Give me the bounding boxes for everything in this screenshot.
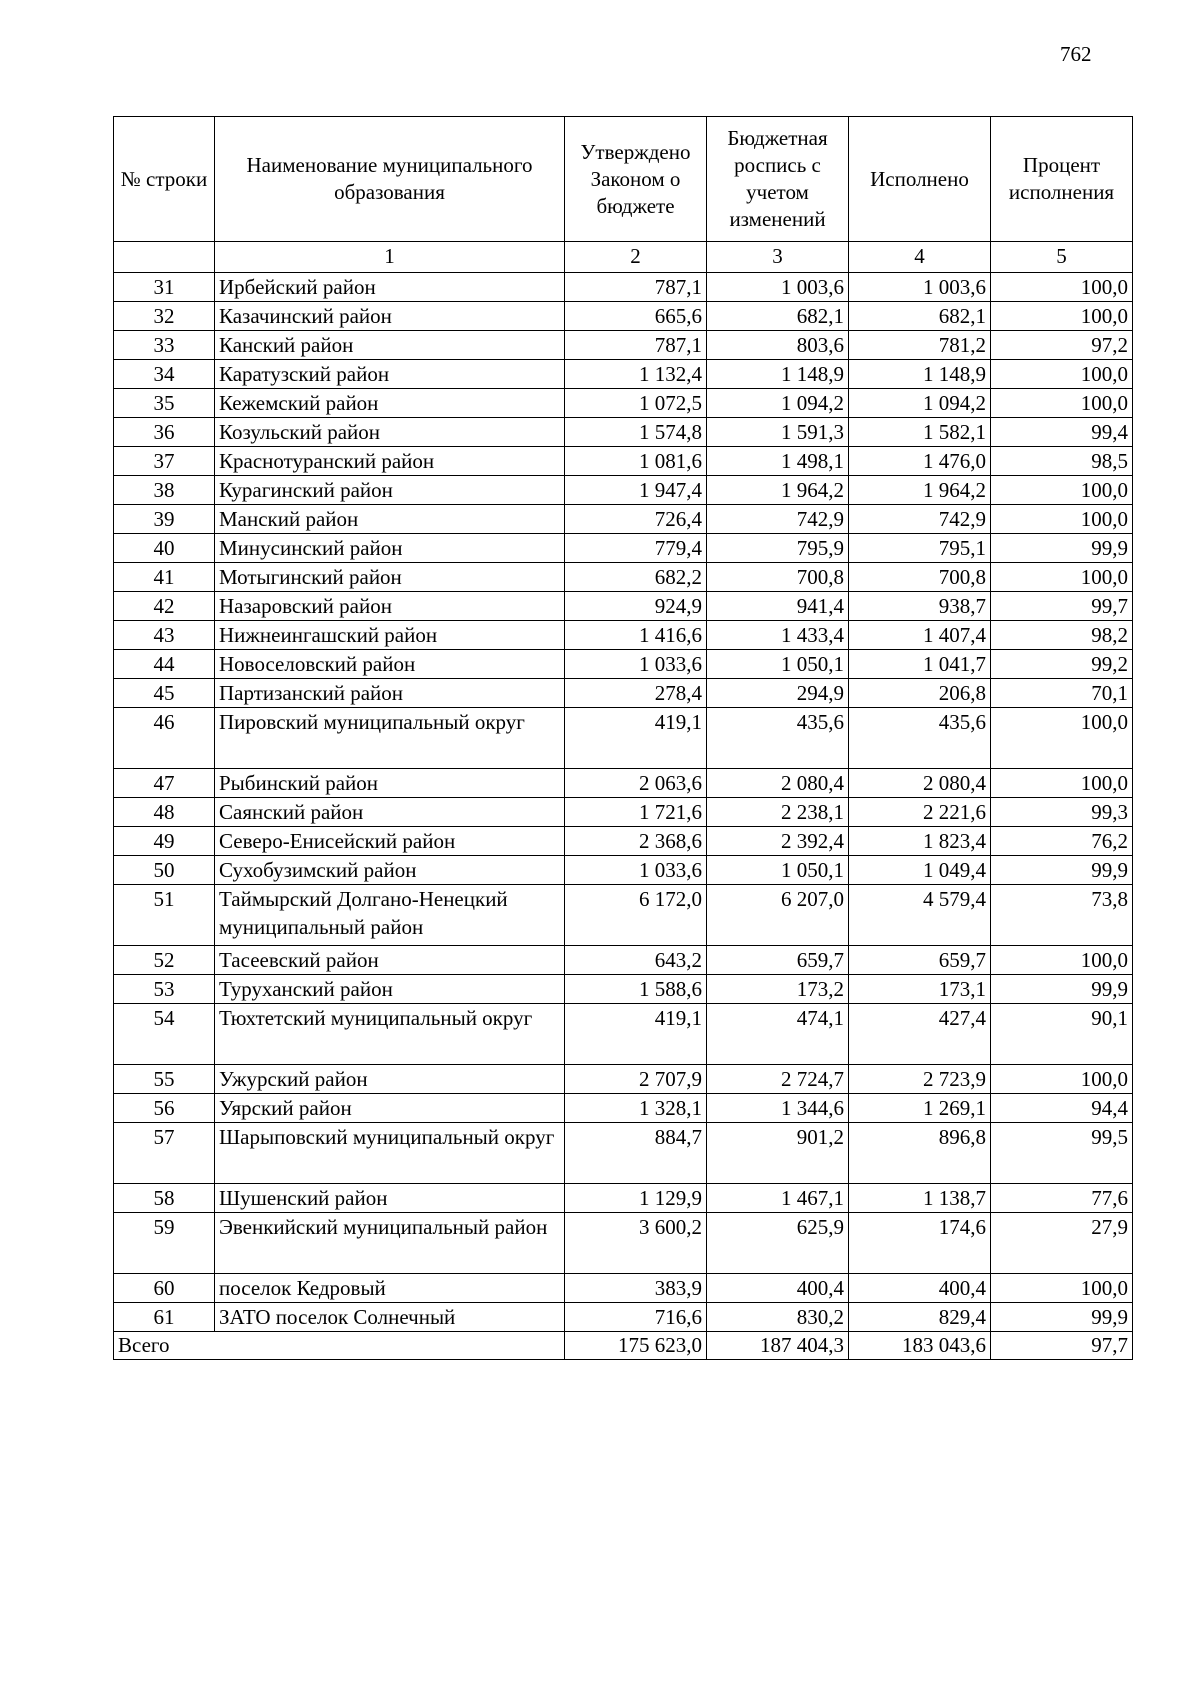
approved-value: 1 033,6 xyxy=(565,856,707,885)
row-number: 31 xyxy=(114,273,215,302)
row-number: 44 xyxy=(114,650,215,679)
executed-value: 896,8 xyxy=(849,1123,991,1184)
executed-value: 1 148,9 xyxy=(849,360,991,389)
municipality-name: Сухобузимский район xyxy=(215,856,565,885)
header-budget-list: Бюджетная роспись с учетом изменений xyxy=(707,117,849,242)
municipality-name: Уярский район xyxy=(215,1094,565,1123)
executed-value: 1 003,6 xyxy=(849,273,991,302)
budget-value: 435,6 xyxy=(707,708,849,769)
table-row xyxy=(114,1123,1133,1184)
row-number: 52 xyxy=(114,946,215,975)
total-executed: 183 043,6 xyxy=(849,1332,991,1360)
executed-value: 700,8 xyxy=(849,563,991,592)
table-row xyxy=(114,1004,1133,1065)
percent-value: 100,0 xyxy=(991,563,1133,592)
row-number: 57 xyxy=(114,1123,215,1184)
approved-value: 419,1 xyxy=(565,708,707,769)
percent-value: 100,0 xyxy=(991,360,1133,389)
budget-value: 474,1 xyxy=(707,1004,849,1065)
percent-value: 94,4 xyxy=(991,1094,1133,1123)
municipality-name: Ужурский район xyxy=(215,1065,565,1094)
budget-value: 1 003,6 xyxy=(707,273,849,302)
approved-value: 1 588,6 xyxy=(565,975,707,1004)
row-number: 33 xyxy=(114,331,215,360)
column-numbers-row xyxy=(114,242,1133,273)
table-row xyxy=(114,273,1133,302)
page-number: 762 xyxy=(1060,42,1092,66)
executed-value: 659,7 xyxy=(849,946,991,975)
budget-value: 2 238,1 xyxy=(707,798,849,827)
row-number: 42 xyxy=(114,592,215,621)
executed-value: 829,4 xyxy=(849,1303,991,1332)
row-number: 34 xyxy=(114,360,215,389)
percent-value: 100,0 xyxy=(991,946,1133,975)
municipality-name: Кежемский район xyxy=(215,389,565,418)
budget-value: 1 591,3 xyxy=(707,418,849,447)
table-row xyxy=(114,563,1133,592)
row-number: 60 xyxy=(114,1274,215,1303)
approved-value: 383,9 xyxy=(565,1274,707,1303)
approved-value: 1 129,9 xyxy=(565,1184,707,1213)
table-row xyxy=(114,1213,1133,1274)
row-number: 41 xyxy=(114,563,215,592)
table-row xyxy=(114,856,1133,885)
approved-value: 1 416,6 xyxy=(565,621,707,650)
total-budget: 187 404,3 xyxy=(707,1332,849,1360)
budget-value: 1 148,9 xyxy=(707,360,849,389)
municipality-name: Шушенский район xyxy=(215,1184,565,1213)
percent-value: 77,6 xyxy=(991,1184,1133,1213)
municipality-name: поселок Кедровый xyxy=(215,1274,565,1303)
municipality-name: Северо-Енисейский район xyxy=(215,827,565,856)
budget-value: 1 344,6 xyxy=(707,1094,849,1123)
municipality-name: Назаровский район xyxy=(215,592,565,621)
table-row xyxy=(114,827,1133,856)
table-row xyxy=(114,679,1133,708)
percent-value: 98,2 xyxy=(991,621,1133,650)
budget-value: 659,7 xyxy=(707,946,849,975)
row-number: 59 xyxy=(114,1213,215,1274)
municipality-name: Каратузский район xyxy=(215,360,565,389)
row-number: 48 xyxy=(114,798,215,827)
table-row xyxy=(114,447,1133,476)
municipality-name: ЗАТО поселок Солнечный xyxy=(215,1303,565,1332)
table-row xyxy=(114,534,1133,563)
approved-value: 1 132,4 xyxy=(565,360,707,389)
row-number: 45 xyxy=(114,679,215,708)
budget-value: 700,8 xyxy=(707,563,849,592)
budget-value: 625,9 xyxy=(707,1213,849,1274)
percent-value: 99,9 xyxy=(991,534,1133,563)
budget-value: 1 467,1 xyxy=(707,1184,849,1213)
approved-value: 6 172,0 xyxy=(565,885,707,946)
table-row xyxy=(114,331,1133,360)
executed-value: 1 964,2 xyxy=(849,476,991,505)
approved-value: 2 707,9 xyxy=(565,1065,707,1094)
executed-value: 682,1 xyxy=(849,302,991,331)
municipality-name: Нижнеингашский район xyxy=(215,621,565,650)
approved-value: 2 063,6 xyxy=(565,769,707,798)
table-row xyxy=(114,360,1133,389)
header-row-no: № строки xyxy=(114,117,215,242)
approved-value: 726,4 xyxy=(565,505,707,534)
budget-value: 742,9 xyxy=(707,505,849,534)
percent-value: 97,2 xyxy=(991,331,1133,360)
header-approved: Утверждено Законом о бюджете xyxy=(565,117,707,242)
municipality-name: Саянский район xyxy=(215,798,565,827)
municipality-name: Канский район xyxy=(215,331,565,360)
executed-value: 1 269,1 xyxy=(849,1094,991,1123)
row-number: 35 xyxy=(114,389,215,418)
percent-value: 90,1 xyxy=(991,1004,1133,1065)
row-number: 32 xyxy=(114,302,215,331)
percent-value: 99,9 xyxy=(991,975,1133,1004)
column-number: 3 xyxy=(707,242,849,273)
budget-value: 1 498,1 xyxy=(707,447,849,476)
executed-value: 1 407,4 xyxy=(849,621,991,650)
budget-value: 1 050,1 xyxy=(707,650,849,679)
percent-value: 73,8 xyxy=(991,885,1133,946)
municipality-name: Ирбейский район xyxy=(215,273,565,302)
municipality-name: Шарыповский муниципальный округ xyxy=(215,1123,565,1184)
table-row xyxy=(114,708,1133,769)
column-number-blank xyxy=(114,242,215,273)
total-label: Всего xyxy=(114,1332,565,1360)
budget-value: 1 964,2 xyxy=(707,476,849,505)
municipality-name: Тюхтетский муниципальный округ xyxy=(215,1004,565,1065)
percent-value: 76,2 xyxy=(991,827,1133,856)
table-row xyxy=(114,621,1133,650)
executed-value: 742,9 xyxy=(849,505,991,534)
approved-value: 1 033,6 xyxy=(565,650,707,679)
row-number: 36 xyxy=(114,418,215,447)
budget-value: 2 080,4 xyxy=(707,769,849,798)
table-row xyxy=(114,885,1133,946)
percent-value: 100,0 xyxy=(991,389,1133,418)
municipality-name: Рыбинский район xyxy=(215,769,565,798)
row-number: 55 xyxy=(114,1065,215,1094)
percent-value: 27,9 xyxy=(991,1213,1133,1274)
executed-value: 2 221,6 xyxy=(849,798,991,827)
municipality-name: Эвенкийский муниципальный район xyxy=(215,1213,565,1274)
percent-value: 99,4 xyxy=(991,418,1133,447)
row-number: 47 xyxy=(114,769,215,798)
approved-value: 2 368,6 xyxy=(565,827,707,856)
header-name: Наименование муниципального образования xyxy=(215,117,565,242)
budget-value: 173,2 xyxy=(707,975,849,1004)
executed-value: 1 094,2 xyxy=(849,389,991,418)
percent-value: 100,0 xyxy=(991,1274,1133,1303)
table-row xyxy=(114,418,1133,447)
table-row xyxy=(114,505,1133,534)
municipality-name: Туруханский район xyxy=(215,975,565,1004)
budget-value: 795,9 xyxy=(707,534,849,563)
executed-value: 938,7 xyxy=(849,592,991,621)
table-row xyxy=(114,1094,1133,1123)
table-row xyxy=(114,946,1133,975)
budget-value: 6 207,0 xyxy=(707,885,849,946)
executed-value: 1 138,7 xyxy=(849,1184,991,1213)
approved-value: 787,1 xyxy=(565,273,707,302)
executed-value: 1 476,0 xyxy=(849,447,991,476)
municipality-name: Курагинский район xyxy=(215,476,565,505)
approved-value: 787,1 xyxy=(565,331,707,360)
row-number: 50 xyxy=(114,856,215,885)
table-row xyxy=(114,1274,1133,1303)
total-percent: 97,7 xyxy=(991,1332,1133,1360)
approved-value: 1 721,6 xyxy=(565,798,707,827)
row-number: 43 xyxy=(114,621,215,650)
municipality-name: Пировский муниципальный округ xyxy=(215,708,565,769)
percent-value: 100,0 xyxy=(991,1065,1133,1094)
approved-value: 1 072,5 xyxy=(565,389,707,418)
executed-value: 174,6 xyxy=(849,1213,991,1274)
row-number: 51 xyxy=(114,885,215,946)
municipality-name: Тасеевский район xyxy=(215,946,565,975)
approved-value: 665,6 xyxy=(565,302,707,331)
percent-value: 99,3 xyxy=(991,798,1133,827)
table-row xyxy=(114,476,1133,505)
approved-value: 716,6 xyxy=(565,1303,707,1332)
percent-value: 98,5 xyxy=(991,447,1133,476)
executed-value: 4 579,4 xyxy=(849,885,991,946)
table-row xyxy=(114,1065,1133,1094)
column-number: 1 xyxy=(215,242,565,273)
table-row xyxy=(114,769,1133,798)
column-number: 5 xyxy=(991,242,1133,273)
budget-value: 941,4 xyxy=(707,592,849,621)
column-number: 2 xyxy=(565,242,707,273)
budget-execution-table xyxy=(113,116,1133,1360)
approved-value: 1 081,6 xyxy=(565,447,707,476)
row-number: 40 xyxy=(114,534,215,563)
approved-value: 779,4 xyxy=(565,534,707,563)
percent-value: 100,0 xyxy=(991,273,1133,302)
row-number: 56 xyxy=(114,1094,215,1123)
approved-value: 419,1 xyxy=(565,1004,707,1065)
percent-value: 100,0 xyxy=(991,708,1133,769)
executed-value: 400,4 xyxy=(849,1274,991,1303)
total-row xyxy=(114,1332,1133,1360)
row-number: 38 xyxy=(114,476,215,505)
executed-value: 1 049,4 xyxy=(849,856,991,885)
municipality-name: Минусинский район xyxy=(215,534,565,563)
municipality-name: Манский район xyxy=(215,505,565,534)
executed-value: 1 041,7 xyxy=(849,650,991,679)
approved-value: 1 574,8 xyxy=(565,418,707,447)
executed-value: 2 723,9 xyxy=(849,1065,991,1094)
executed-value: 1 823,4 xyxy=(849,827,991,856)
table-row xyxy=(114,650,1133,679)
municipality-name: Краснотуранский район xyxy=(215,447,565,476)
table-row xyxy=(114,1184,1133,1213)
row-number: 61 xyxy=(114,1303,215,1332)
municipality-name: Партизанский район xyxy=(215,679,565,708)
municipality-name: Мотыгинский район xyxy=(215,563,565,592)
budget-value: 2 392,4 xyxy=(707,827,849,856)
percent-value: 100,0 xyxy=(991,302,1133,331)
percent-value: 99,2 xyxy=(991,650,1133,679)
municipality-name: Казачинский район xyxy=(215,302,565,331)
approved-value: 278,4 xyxy=(565,679,707,708)
executed-value: 781,2 xyxy=(849,331,991,360)
budget-value: 2 724,7 xyxy=(707,1065,849,1094)
budget-value: 901,2 xyxy=(707,1123,849,1184)
municipality-name: Козульский район xyxy=(215,418,565,447)
percent-value: 99,9 xyxy=(991,1303,1133,1332)
row-number: 54 xyxy=(114,1004,215,1065)
executed-value: 173,1 xyxy=(849,975,991,1004)
table-row xyxy=(114,302,1133,331)
executed-value: 206,8 xyxy=(849,679,991,708)
table-row xyxy=(114,975,1133,1004)
approved-value: 924,9 xyxy=(565,592,707,621)
approved-value: 1 328,1 xyxy=(565,1094,707,1123)
header-row xyxy=(114,117,1133,242)
row-number: 53 xyxy=(114,975,215,1004)
approved-value: 3 600,2 xyxy=(565,1213,707,1274)
table-row xyxy=(114,798,1133,827)
approved-value: 643,2 xyxy=(565,946,707,975)
budget-value: 830,2 xyxy=(707,1303,849,1332)
executed-value: 795,1 xyxy=(849,534,991,563)
row-number: 49 xyxy=(114,827,215,856)
budget-value: 400,4 xyxy=(707,1274,849,1303)
table-row xyxy=(114,592,1133,621)
approved-value: 884,7 xyxy=(565,1123,707,1184)
row-number: 58 xyxy=(114,1184,215,1213)
total-approved: 175 623,0 xyxy=(565,1332,707,1360)
executed-value: 2 080,4 xyxy=(849,769,991,798)
table-row xyxy=(114,1303,1133,1332)
percent-value: 100,0 xyxy=(991,505,1133,534)
percent-value: 100,0 xyxy=(991,476,1133,505)
budget-value: 1 050,1 xyxy=(707,856,849,885)
percent-value: 99,7 xyxy=(991,592,1133,621)
budget-value: 803,6 xyxy=(707,331,849,360)
executed-value: 435,6 xyxy=(849,708,991,769)
percent-value: 99,5 xyxy=(991,1123,1133,1184)
executed-value: 1 582,1 xyxy=(849,418,991,447)
percent-value: 100,0 xyxy=(991,769,1133,798)
budget-value: 682,1 xyxy=(707,302,849,331)
table-body xyxy=(114,273,1133,1332)
row-number: 39 xyxy=(114,505,215,534)
row-number: 46 xyxy=(114,708,215,769)
percent-value: 99,9 xyxy=(991,856,1133,885)
budget-value: 1 433,4 xyxy=(707,621,849,650)
approved-value: 682,2 xyxy=(565,563,707,592)
column-number: 4 xyxy=(849,242,991,273)
municipality-name: Таймырский Долгано-Ненецкий муниципальный район xyxy=(215,885,565,946)
budget-value: 1 094,2 xyxy=(707,389,849,418)
header-executed: Исполнено xyxy=(849,117,991,242)
header-percent: Процент исполнения xyxy=(991,117,1133,242)
executed-value: 427,4 xyxy=(849,1004,991,1065)
percent-value: 70,1 xyxy=(991,679,1133,708)
table-row xyxy=(114,389,1133,418)
row-number: 37 xyxy=(114,447,215,476)
municipality-name: Новоселовский район xyxy=(215,650,565,679)
budget-value: 294,9 xyxy=(707,679,849,708)
approved-value: 1 947,4 xyxy=(565,476,707,505)
